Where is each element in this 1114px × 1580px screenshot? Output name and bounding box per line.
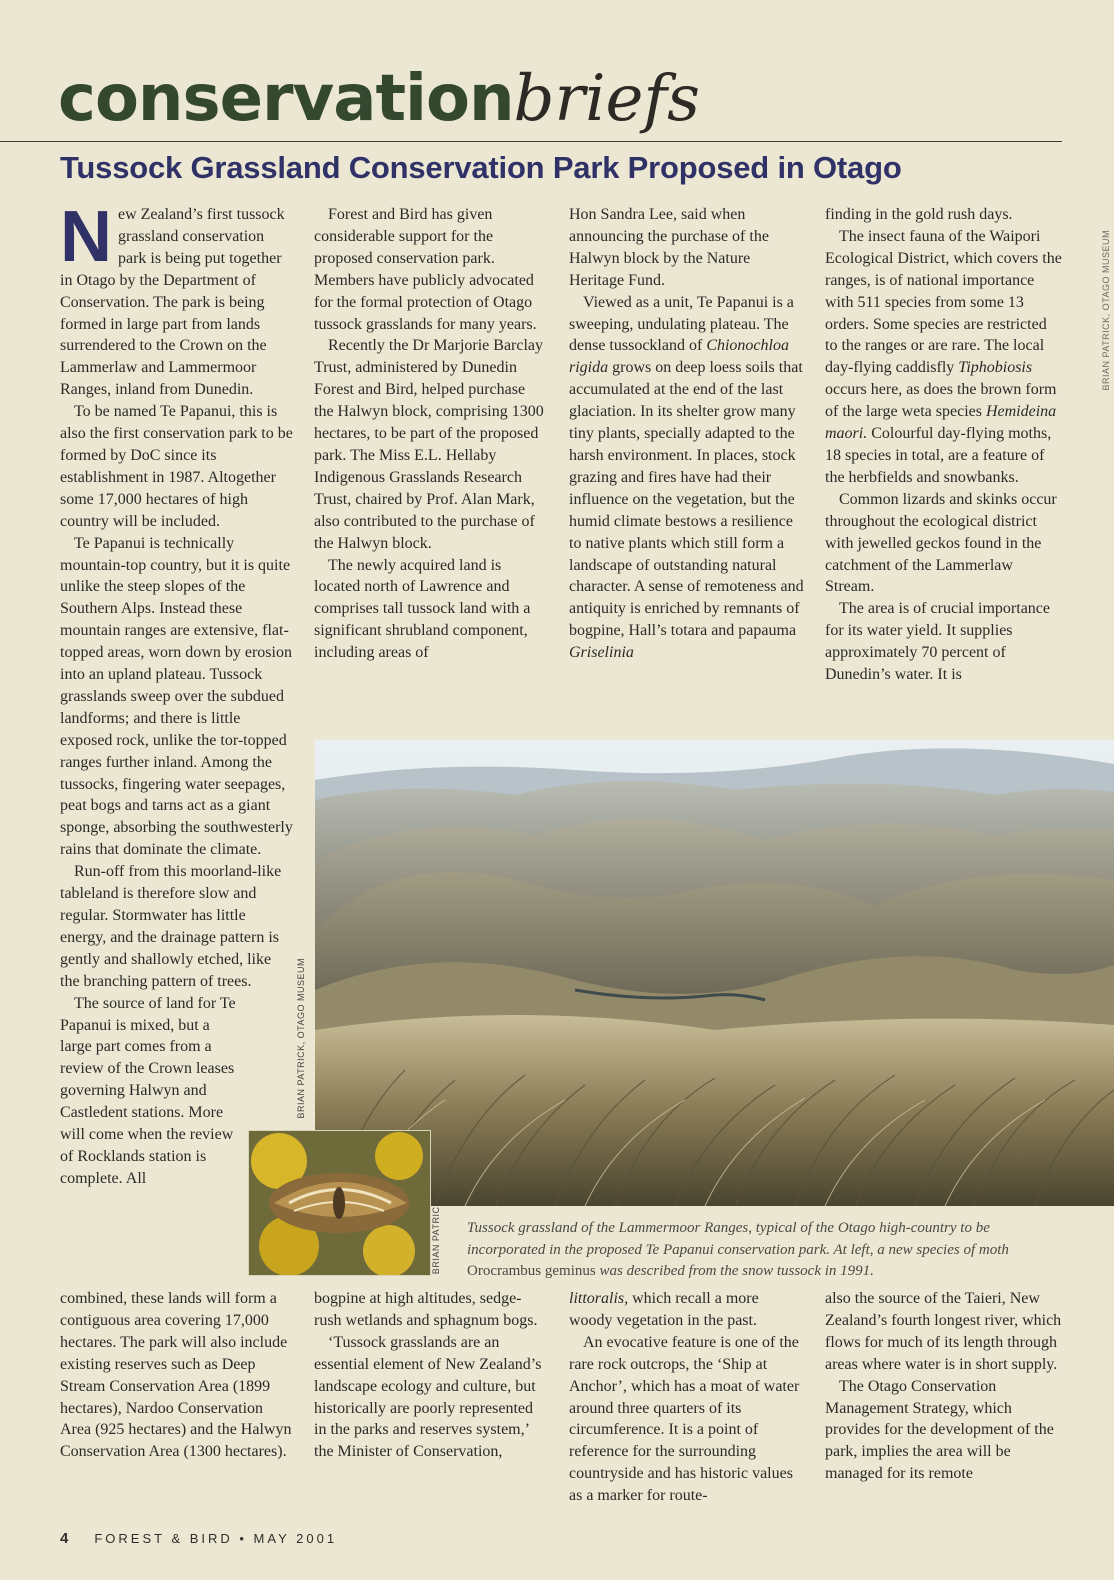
col3-paragraph-2: Viewed as a unit, Te Papanui is a sweeping, undulating plateau. The dense tussockland of Chionochloa rigida grows on deep loess soils that accumulated at the end of the last glaciation. In its shelter grow many tiny plants, specially adapted to the harsh environment. In places, stock grazing and fires have had their influence on the vegetation, but the humid climate bestows a resilience to native plants which still form a landscape of outstanding natural character. A sense of remoteness and antiquity is enriched by remnants of bogpine, Hall’s totara and papauma Griselinia [569, 293, 804, 662]
col2-paragraph-5: ‘Tussock grasslands are an essential element of New Zealand’s landscape ecology and culture, but historically are poorly represented in the parks and reserves system,’ the Minister of Conservation, [314, 1333, 542, 1461]
col1-paragraph-5b: combined, these lands will form a contiguous area covering 17,000 hectares. The park will also include existing reserves such as Deep Stream Conservation Area (1899 hectares), Nardoo Conservation Area (925 hectares) and the Halwyn Conservation Area (1300 hectares). [60, 1290, 292, 1461]
column-1-continued [60, 1288, 294, 1463]
col4-paragraph-4: The area is of crucial importance for its water yield. It supplies approximately 70 percent of Dunedin’s water. It is [825, 600, 1050, 684]
col1-paragraph-1: New Zealand’s first tussock grassland conservation park is being put together in Otago by the Department of Conservation. The park is being formed in large part from lands surrendered to the Crown on the Lammerlaw and Lammermoor Ranges, inland from Dunedin. [60, 197, 285, 399]
photo-caption: Tussock grassland of the Lammermoor Ranges, typical of the Otago high-country to be incorporated in the proposed Te Papanui conservation park. At left, a new species of moth Orocrambus geminus was described from the snow tussock in 1991. [467, 1220, 1009, 1279]
column-3-continued [569, 1288, 805, 1507]
moth-photo [248, 1130, 431, 1276]
col3-paragraph-1: Hon Sandra Lee, said when announcing the purchase of the Halwyn block by the Nature Heritage Fund. [569, 206, 769, 289]
col2-paragraph-1: Forest and Bird has given considerable support for the proposed conservation park. Members have publicly advocated for the formal protection of Otago tussock grasslands for many years. [314, 206, 537, 333]
col1-paragraph-4: Run-off from this moorland-like tableland is therefore slow and regular. Stormwater has little energy, and the drainage pattern is gently and shallowly etched, like the branching pattern of trees. [60, 863, 282, 990]
page-number: 4 [60, 1530, 69, 1547]
col1-paragraph-5a: The source of land for Te Papanui is mixed, but a large part comes from a review of the Crown leases governing Halwyn and Castledent stations. More will come when the review of Rocklands station is complete. All [60, 994, 236, 1187]
masthead [58, 62, 700, 142]
col2-paragraph-2: Recently the Dr Marjorie Barclay Trust, administered by Dunedin Forest and Bird, helped purchase the Halwyn block, comprising 1300 hectares, to be part of the proposed park. The Miss E.L. Hellaby Indigenous Grasslands Research Trust, chaired by Prof. Alan Mark, also contributed to the purchase of the Halwyn block. [314, 337, 544, 552]
publication-line: FOREST & BIRD • MAY 2001 [94, 1531, 338, 1546]
col4-paragraph-3: Common lizards and skinks occur throughout the ecological district with jewelled geckos found in the catchment of the Lammerlaw Stream. [825, 490, 1057, 596]
col3-paragraph-3: littoralis, which recall a more woody vegetation in the past. [569, 1290, 759, 1329]
col1-paragraph-3: Te Papanui is technically mountain-top country, but it is quite unlike the steep slopes of the Southern Alps. Instead these mountain ranges are extensive, flat-topped areas, worn down by erosion into an upland plateau. Tussock grasslands sweep over the subdued landforms; and there is little exposed rock, unlike the tor-topped ranges further inland. Among the tussocks, fingering water seepages, peat bogs and tarns act as a giant sponge, absorbing the southwesterly rains that dominate the climate. [60, 534, 293, 859]
column-4-continued [825, 1288, 1063, 1485]
tussock-landscape-photo [315, 740, 1114, 1206]
col4-paragraph-5: also the source of the Taieri, New Zealand’s fourth longest river, which flows for much of its length through areas where water is in short supply. [825, 1290, 1062, 1373]
column-2-continued [314, 1288, 546, 1463]
masthead-rule [0, 141, 1062, 142]
col3-paragraph-4: An evocative feature is one of the rare rock outcrops, the ‘Ship at Anchor’, which has a moat of water around three quarters of its circumference. It is a point of reference for the surrounding countryside and has historic values as a marker for route- [569, 1333, 800, 1505]
drop-cap: N [60, 197, 112, 277]
col4-paragraph-1: finding in the gold rush days. [825, 206, 1013, 223]
col4-paragraph-6: The Otago Conservation Management Strategy, which provides for the development of the park, implies the area will be managed for its remote [825, 1377, 1054, 1483]
col4-paragraph-2: The insect fauna of the Waipori Ecological District, which covers the ranges, is of national importance with 511 species from some 13 orders. Some species are restricted to the ranges or are rare. The local day-flying caddisfly Tiphobiosis occurs here, as does the brown form of the large weta species Hemideina maori. Colourful day-flying moths, 18 species in total, are a feature of the herbfields and snowbanks. [825, 227, 1062, 486]
photo-credit-main: BRIAN PATRICK, OTAGO MUSEUM [296, 958, 306, 1119]
col2-paragraph-3: The newly acquired land is located north of Lawrence and comprises tall tussock land with a significant shrubland component, including areas of [314, 556, 531, 662]
photo-credit-moth: BRIAN PATRICK [431, 1200, 441, 1275]
col2-paragraph-4: bogpine at high altitudes, sedge-rush wetlands and sphagnum bogs. [314, 1290, 538, 1329]
column-4 [825, 204, 1063, 686]
edge-credit: BRIAN PATRICK, OTAGO MUSEUM [1101, 230, 1111, 391]
masthead-conservation: conservation [58, 62, 514, 136]
masthead-briefs: briefs [513, 62, 700, 136]
column-3 [569, 204, 805, 664]
column-2 [314, 204, 546, 664]
article-headline: Tussock Grassland Conservation Park Proposed in Otago [60, 150, 902, 185]
landscape-illustration [315, 740, 1114, 1206]
moth-illustration [249, 1131, 430, 1275]
page-footer [60, 1530, 337, 1547]
col1-paragraph-2: To be named Te Papanui, this is also the first conservation park to be formed by DoC since its establishment in 1987. Altogether some 17,000 hectares of high country will be included. [60, 403, 293, 530]
column-1 [60, 197, 294, 1190]
